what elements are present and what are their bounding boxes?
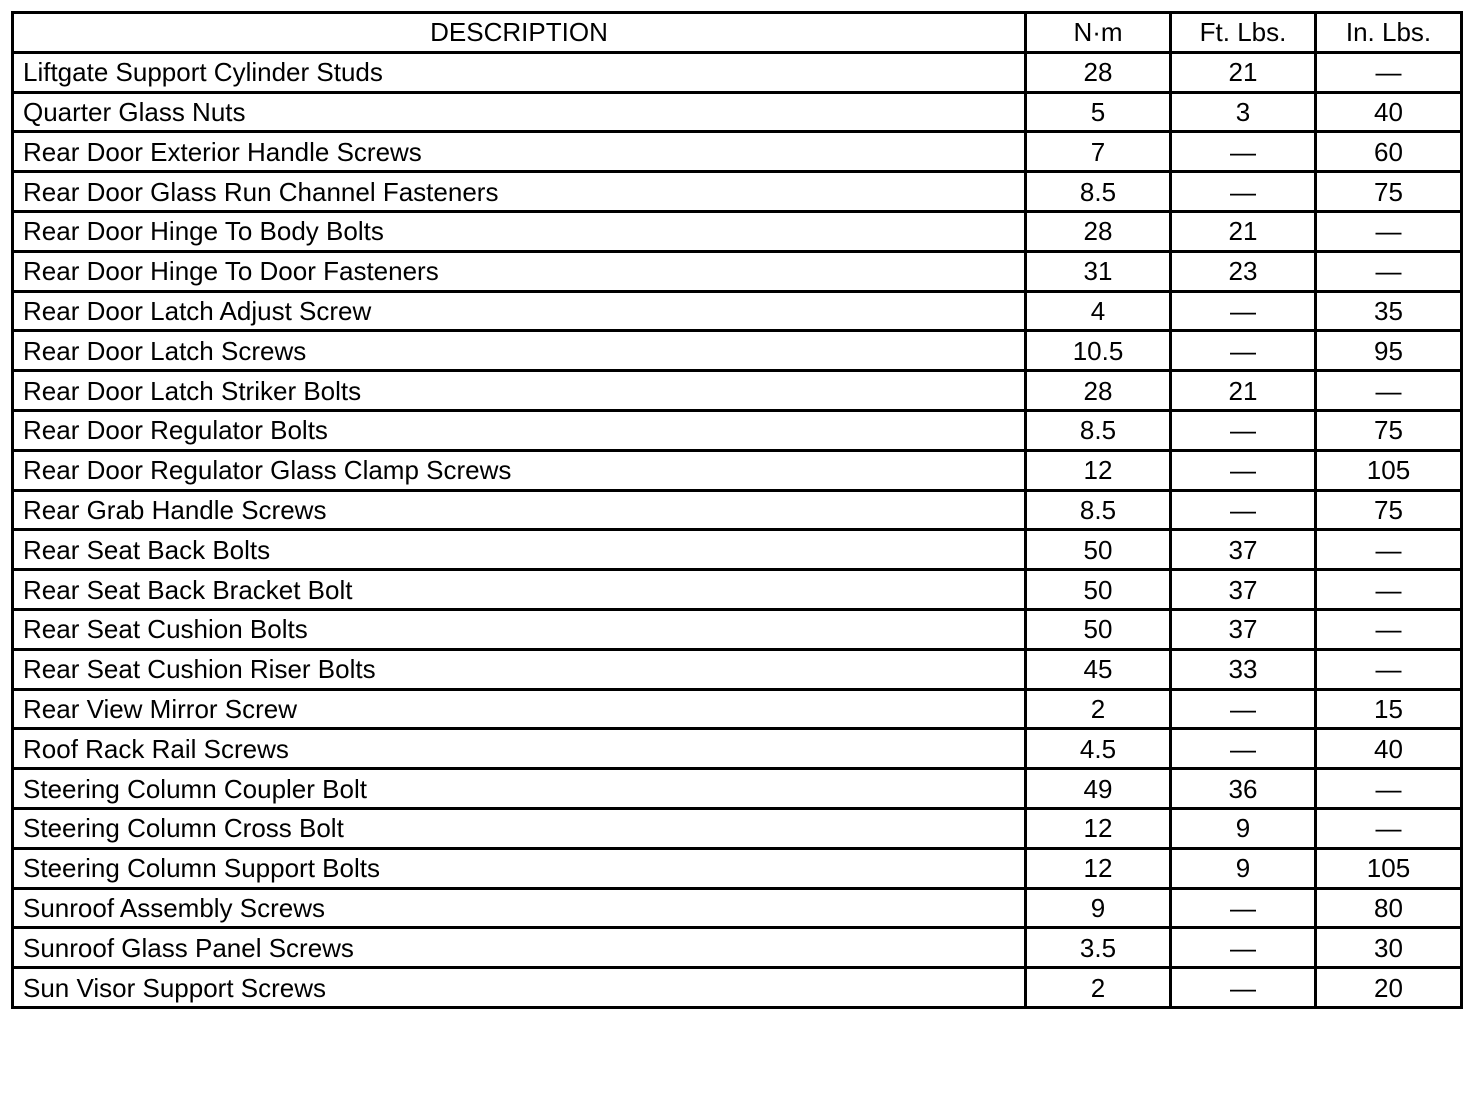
cell-newton-meters: 3.5 [1026,928,1171,968]
cell-foot-pounds: 37 [1171,609,1316,649]
cell-newton-meters: 9 [1026,888,1171,928]
cell-inch-pounds: 20 [1316,968,1462,1008]
cell-inch-pounds: 95 [1316,331,1462,371]
cell-foot-pounds: 37 [1171,530,1316,570]
cell-description: Sunroof Assembly Screws [13,888,1026,928]
cell-inch-pounds: — [1316,570,1462,610]
cell-description: Sunroof Glass Panel Screws [13,928,1026,968]
cell-newton-meters: 4 [1026,291,1171,331]
table-row [13,291,1462,331]
cell-newton-meters: 7 [1026,132,1171,172]
table-row [13,729,1462,769]
cell-foot-pounds: 36 [1171,769,1316,809]
table-row [13,92,1462,132]
cell-inch-pounds: — [1316,808,1462,848]
cell-foot-pounds: 23 [1171,251,1316,291]
cell-foot-pounds: 33 [1171,649,1316,689]
cell-foot-pounds: 21 [1171,371,1316,411]
header-inch-pounds: In. Lbs. [1316,13,1462,53]
cell-foot-pounds: 3 [1171,92,1316,132]
cell-newton-meters: 12 [1026,450,1171,490]
cell-foot-pounds: — [1171,689,1316,729]
cell-inch-pounds: 40 [1316,92,1462,132]
cell-foot-pounds: — [1171,490,1316,530]
table-row [13,371,1462,411]
table-row [13,968,1462,1008]
cell-newton-meters: 50 [1026,570,1171,610]
cell-newton-meters: 10.5 [1026,331,1171,371]
table-row [13,450,1462,490]
cell-description: Rear Door Regulator Glass Clamp Screws [13,450,1026,490]
cell-inch-pounds: — [1316,52,1462,92]
table-row [13,769,1462,809]
cell-newton-meters: 5 [1026,92,1171,132]
cell-newton-meters: 2 [1026,689,1171,729]
cell-description: Rear Door Exterior Handle Screws [13,132,1026,172]
cell-newton-meters: 12 [1026,808,1171,848]
cell-newton-meters: 12 [1026,848,1171,888]
table-row [13,52,1462,92]
cell-description: Steering Column Coupler Bolt [13,769,1026,809]
cell-inch-pounds: 80 [1316,888,1462,928]
cell-inch-pounds: — [1316,251,1462,291]
cell-foot-pounds: — [1171,331,1316,371]
cell-description: Rear Seat Cushion Riser Bolts [13,649,1026,689]
header-newton-meters: N·m [1026,13,1171,53]
table-body [13,52,1462,1007]
cell-inch-pounds: — [1316,609,1462,649]
table-row [13,132,1462,172]
cell-foot-pounds: 9 [1171,808,1316,848]
cell-description: Rear Door Latch Adjust Screw [13,291,1026,331]
table-row [13,211,1462,251]
cell-description: Rear Door Hinge To Body Bolts [13,211,1026,251]
cell-foot-pounds: — [1171,450,1316,490]
cell-foot-pounds: 9 [1171,848,1316,888]
cell-newton-meters: 28 [1026,211,1171,251]
cell-description: Rear Door Regulator Bolts [13,410,1026,450]
cell-foot-pounds: — [1171,968,1316,1008]
cell-inch-pounds: 75 [1316,490,1462,530]
cell-newton-meters: 49 [1026,769,1171,809]
table-row [13,689,1462,729]
cell-foot-pounds: 37 [1171,570,1316,610]
cell-inch-pounds: 40 [1316,729,1462,769]
cell-description: Rear Door Glass Run Channel Fasteners [13,172,1026,212]
cell-description: Quarter Glass Nuts [13,92,1026,132]
table-row [13,410,1462,450]
table-row [13,848,1462,888]
cell-inch-pounds: — [1316,769,1462,809]
table-row [13,251,1462,291]
cell-description: Rear Seat Cushion Bolts [13,609,1026,649]
torque-spec-table [11,11,1463,1009]
cell-newton-meters: 45 [1026,649,1171,689]
cell-description: Sun Visor Support Screws [13,968,1026,1008]
cell-inch-pounds: 30 [1316,928,1462,968]
cell-foot-pounds: — [1171,928,1316,968]
cell-description: Rear Seat Back Bolts [13,530,1026,570]
table-row [13,570,1462,610]
cell-inch-pounds: — [1316,211,1462,251]
header-foot-pounds: Ft. Lbs. [1171,13,1316,53]
table-row [13,808,1462,848]
cell-newton-meters: 28 [1026,371,1171,411]
cell-description: Roof Rack Rail Screws [13,729,1026,769]
cell-foot-pounds: 21 [1171,211,1316,251]
cell-newton-meters: 8.5 [1026,490,1171,530]
cell-description: Rear Door Latch Striker Bolts [13,371,1026,411]
cell-inch-pounds: 60 [1316,132,1462,172]
table-row [13,172,1462,212]
cell-newton-meters: 28 [1026,52,1171,92]
header-row [13,13,1462,53]
cell-inch-pounds: — [1316,371,1462,411]
cell-foot-pounds: — [1171,132,1316,172]
cell-foot-pounds: — [1171,888,1316,928]
cell-foot-pounds: 21 [1171,52,1316,92]
cell-description: Rear Door Hinge To Door Fasteners [13,251,1026,291]
cell-description: Liftgate Support Cylinder Studs [13,52,1026,92]
cell-foot-pounds: — [1171,410,1316,450]
cell-newton-meters: 8.5 [1026,172,1171,212]
cell-newton-meters: 2 [1026,968,1171,1008]
cell-inch-pounds: 105 [1316,450,1462,490]
table-row [13,530,1462,570]
table-row [13,649,1462,689]
cell-inch-pounds: — [1316,530,1462,570]
cell-newton-meters: 4.5 [1026,729,1171,769]
cell-inch-pounds: 15 [1316,689,1462,729]
cell-inch-pounds: 75 [1316,172,1462,212]
cell-foot-pounds: — [1171,291,1316,331]
cell-inch-pounds: 75 [1316,410,1462,450]
cell-description: Rear Door Latch Screws [13,331,1026,371]
cell-description: Rear Grab Handle Screws [13,490,1026,530]
cell-inch-pounds: 35 [1316,291,1462,331]
cell-newton-meters: 31 [1026,251,1171,291]
table-row [13,888,1462,928]
header-description: DESCRIPTION [13,13,1026,53]
cell-inch-pounds: — [1316,649,1462,689]
table-row [13,609,1462,649]
cell-foot-pounds: — [1171,729,1316,769]
cell-newton-meters: 50 [1026,609,1171,649]
cell-foot-pounds: — [1171,172,1316,212]
cell-inch-pounds: 105 [1316,848,1462,888]
cell-description: Rear Seat Back Bracket Bolt [13,570,1026,610]
table-row [13,490,1462,530]
cell-newton-meters: 50 [1026,530,1171,570]
cell-newton-meters: 8.5 [1026,410,1171,450]
cell-description: Steering Column Cross Bolt [13,808,1026,848]
table-row [13,331,1462,371]
table-row [13,928,1462,968]
cell-description: Rear View Mirror Screw [13,689,1026,729]
cell-description: Steering Column Support Bolts [13,848,1026,888]
